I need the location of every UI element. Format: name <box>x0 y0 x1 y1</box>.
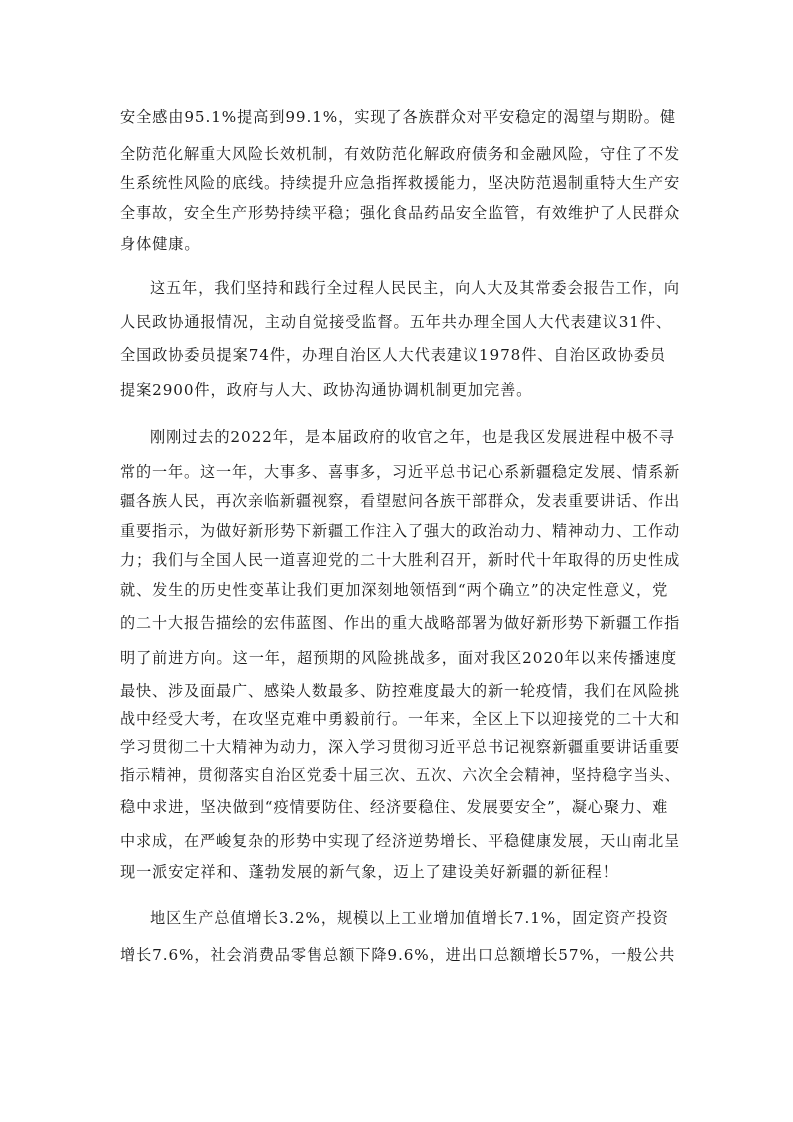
text-line: 明了前进方向。这一年，超预期的风险挑战多，面对我区2020年以来传播速度 <box>120 649 678 667</box>
text-line: 最快、涉及面最广、感染人数最多、防控难度最大的新一轮疫情，我们在风险挑 <box>120 682 681 700</box>
text-line: 稳中求进，坚决做到“疫情要防住、经济要稳住、发展要安全”，凝心聚力、难 <box>120 798 669 816</box>
text-line: 这五年，我们坚持和践行全过程人民民主，向人大及其常委会报告工作，向 <box>150 279 680 297</box>
text-line: 地区生产总值增长3.2%，规模以上工业增加值增长7.1%，固定资产投资 <box>150 909 669 927</box>
text-line: 全防范化解重大风险长效机制，有效防范化解政府债务和金融风险，守住了不发 <box>120 145 681 163</box>
text-line: 力；我们与全国人民一道喜迎党的二十大胜利召开，新时代十年取得的历史性成 <box>120 551 681 569</box>
text-line: 重要指示，为做好新形势下新疆工作注入了强大的政治动力、精神动力、工作动 <box>120 522 681 540</box>
text-line: 生系统性风险的底线。持续提升应急指挥救援能力，坚决防范遏制重特大生产安 <box>120 174 681 192</box>
text-line: 战中经受大考，在攻坚克难中勇毅前行。一年来，全区上下以迎接党的二十大和 <box>120 710 681 728</box>
text-line: 全事故，安全生产形势持续平稳；强化食品药品安全监管，有效维护了人民群众 <box>120 204 681 222</box>
text-line: 现一派安定祥和、蓬勃发展的新气象，迈上了建设美好新疆的新征程！ <box>120 863 619 881</box>
text-line: 刚刚过去的2022年，是本届政府的收官之年，也是我区发展进程中极不寻 <box>150 428 675 446</box>
text-line: 提案2900件，政府与人大、政协沟通协调机制更加完善。 <box>120 381 533 399</box>
text-line: 身体健康。 <box>120 235 201 253</box>
text-line: 学习贯彻二十大精神为动力，深入学习贯彻习近平总书记视察新疆重要讲话重要 <box>120 738 681 756</box>
text-line: 安全感由95.1%提高到99.1%，实现了各族群众对平安稳定的渴望与期盼。健 <box>120 108 676 126</box>
text-line: 全国政协委员提案74件，办理自治区人大代表建议1978件、自治区政协委员 <box>120 346 667 364</box>
text-line: 疆各族人民，再次亲临新疆视察，看望慰问各族干部群众，发表重要讲话、作出 <box>120 492 681 510</box>
text-line: 人民政协通报情况，主动自觉接受监督。五年共办理全国人大代表建议31件、 <box>120 313 673 331</box>
text-line: 的二十大报告描绘的宏伟蓝图、作出的重大战略部署为做好新形势下新疆工作指 <box>120 614 681 632</box>
text-line: 常的一年。这一年，大事多、喜事多，习近平总书记心系新疆稳定发展、情系新 <box>120 463 681 481</box>
text-line: 指示精神，贯彻落实自治区党委十届三次、五次、六次全会精神，坚持稳字当头、 <box>120 766 681 784</box>
text-line: 增长7.6%，社会消费品零售总额下降9.6%，进出口总额增长57%，一般公共 <box>120 946 676 964</box>
text-line: 中求成，在严峻复杂的形势中实现了经济逆势增长、平稳健康发展，天山南北呈 <box>120 832 681 850</box>
text-line: 就、发生的历史性变革让我们更加深刻地领悟到“两个确立”的决定性意义，党 <box>120 581 669 599</box>
